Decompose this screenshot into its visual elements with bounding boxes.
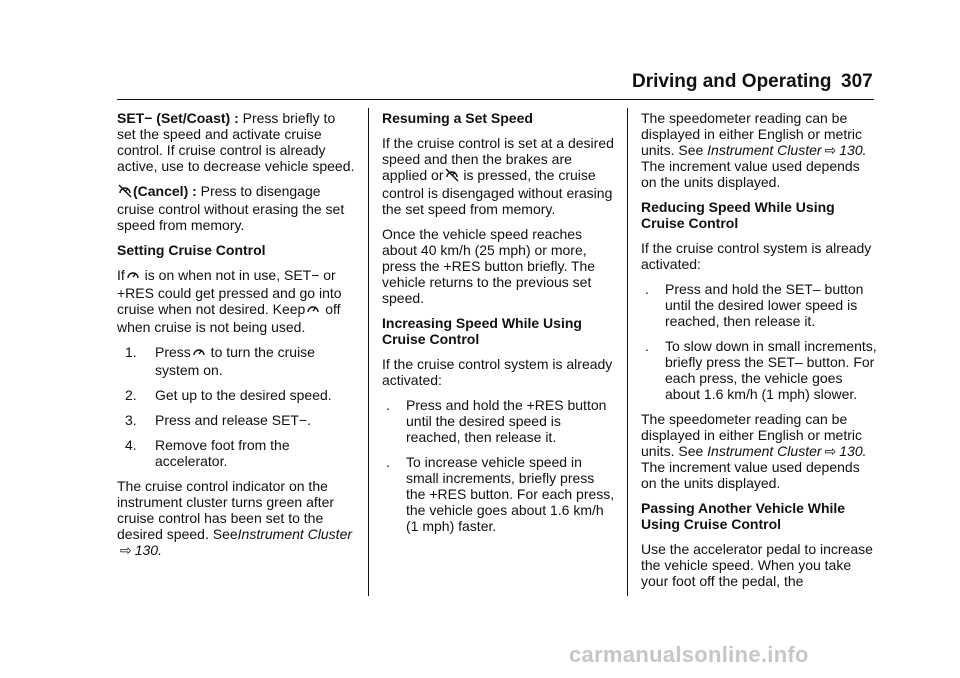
column-divider [368, 108, 369, 596]
resume-paragraph-2: Once the vehicle speed reaches about 40 km/h (25 mph) or more, press the +RES button briefly. The vehicle returns to the previous set speed. [382, 226, 596, 306]
indicator-paragraph [117, 478, 357, 558]
xref-arrow-icon: ⇨ [120, 542, 132, 558]
bullet-text: To slow down in small increments, briefly press the SET– button. For each press, the vehicle goes about 1.6 km/h (1 mph) slower. [665, 338, 877, 402]
passing-heading: Passing Another Vehicle While Using Cruise Control [641, 500, 846, 532]
passing-paragraph: Use the accelerator pedal to increase the vehicle speed. When you take your foot off the pedal, the [641, 541, 873, 589]
list-item [382, 397, 616, 445]
speedometer-text: The speedometer reading can be displayed in either English or metric units. See [641, 110, 862, 158]
setting-text-2: off when cruise is not being used. [117, 301, 341, 335]
reducing-heading: Reducing Speed While Using Cruise Control [641, 199, 835, 231]
speedometer-text: The speedometer reading can be displayed in either English or metric units. See [641, 411, 862, 459]
cruise-cancel-icon [118, 184, 132, 201]
cruise-cancel-icon [445, 168, 459, 185]
column-3 [641, 110, 877, 598]
bullet-mark: . [386, 454, 390, 470]
step-number: 4. [125, 437, 137, 453]
increasing-heading: Increasing Speed While Using Cruise Control [382, 315, 582, 347]
list-item [117, 344, 357, 378]
list-item [117, 437, 357, 469]
step-text: to turn the cruise system on. [155, 344, 315, 378]
set-coast-text: Press briefly to set the speed and activate cruise control. If cruise control is already active, use to decrease vehicle speed. [117, 110, 355, 174]
bullet-mark: . [386, 397, 390, 413]
cancel-label: (Cancel) : [133, 183, 197, 199]
step-text: Press and release SET−. [155, 412, 312, 428]
list-item [117, 387, 357, 403]
increase-intro: If the cruise control system is already activated: [382, 356, 613, 388]
step-text: Remove foot from the accelerator. [155, 437, 290, 469]
cruise-on-icon [306, 302, 320, 319]
header-rule [117, 99, 874, 100]
page-reference[interactable]: 130. [134, 542, 162, 558]
setting-text-1: is on when not in use, SET− or +RES could get pressed and go into cruise when not desired. Keep [117, 267, 342, 317]
cruise-on-icon [126, 268, 140, 285]
step-text: Get up to the desired speed. [155, 387, 332, 403]
speedometer-paragraph-2 [641, 411, 877, 491]
resuming-heading: Resuming a Set Speed [382, 110, 533, 126]
resume-text-2: is pressed, the cruise control is disengaged without erasing the set speed from memory. [382, 167, 613, 217]
setting-if-text: If [117, 267, 125, 283]
step-number: 2. [125, 387, 137, 403]
setting-paragraph [117, 267, 357, 335]
bullet-mark: . [645, 281, 649, 297]
reduce-intro: If the cruise control system is already activated: [641, 240, 872, 272]
page-reference[interactable]: 130. [839, 443, 867, 459]
cruise-on-icon [192, 345, 206, 362]
bullet-text: Press and hold the +RES button until the desired speed is reached, then release it. [406, 397, 607, 445]
instrument-cluster-link[interactable]: Instrument Cluster [707, 142, 822, 158]
cancel-paragraph [117, 183, 357, 233]
list-item [117, 412, 357, 428]
set-coast-paragraph [117, 110, 357, 174]
list-item [382, 454, 616, 534]
step-number: 3. [125, 412, 137, 428]
speedometer-tail: The increment value used depends on the units displayed. [641, 459, 860, 491]
list-item [641, 281, 877, 329]
column-1 [117, 110, 357, 567]
xref-arrow-icon: ⇨ [824, 142, 837, 158]
resume-paragraph [382, 135, 616, 217]
instrument-cluster-link[interactable]: Instrument Cluster [707, 443, 822, 459]
column-2 [382, 110, 616, 543]
indicator-text: The cruise control indicator on the instrument cluster turns green after cruise control has been set to the desired speed. See [117, 478, 335, 542]
setting-cruise-heading: Setting Cruise Control [117, 242, 266, 258]
resume-text-1: If the cruise control is set at a desired speed and then the brakes are applied or [382, 135, 614, 183]
step-number: 1. [125, 344, 137, 360]
page-number: 307 [841, 71, 873, 92]
section-title: Driving and Operating [632, 71, 832, 92]
cancel-text: Press to disengage cruise control without erasing the set speed from memory. [117, 183, 345, 233]
list-item [641, 338, 877, 402]
xref-arrow-icon: ⇨ [824, 443, 837, 459]
column-divider [627, 108, 628, 596]
speedometer-paragraph [641, 110, 877, 190]
bullet-text: Press and hold the SET– button until the desired lower speed is reached, then release it. [665, 281, 864, 329]
set-coast-label: SET− (Set/Coast) : [117, 110, 239, 126]
bullet-mark: . [645, 338, 649, 354]
instrument-cluster-link[interactable]: Instrument Cluster [237, 526, 353, 542]
page-reference[interactable]: 130. [839, 142, 867, 158]
speedometer-tail: The increment value used depends on the units displayed. [641, 158, 860, 190]
step-text: Press [155, 344, 191, 360]
bullet-text: To increase vehicle speed in small increments, briefly press the +RES button. For each press, the vehicle goes about 1.6 km/h (1 mph) faster. [406, 454, 615, 534]
watermark-footer: carmanualsonline.info [569, 642, 809, 667]
